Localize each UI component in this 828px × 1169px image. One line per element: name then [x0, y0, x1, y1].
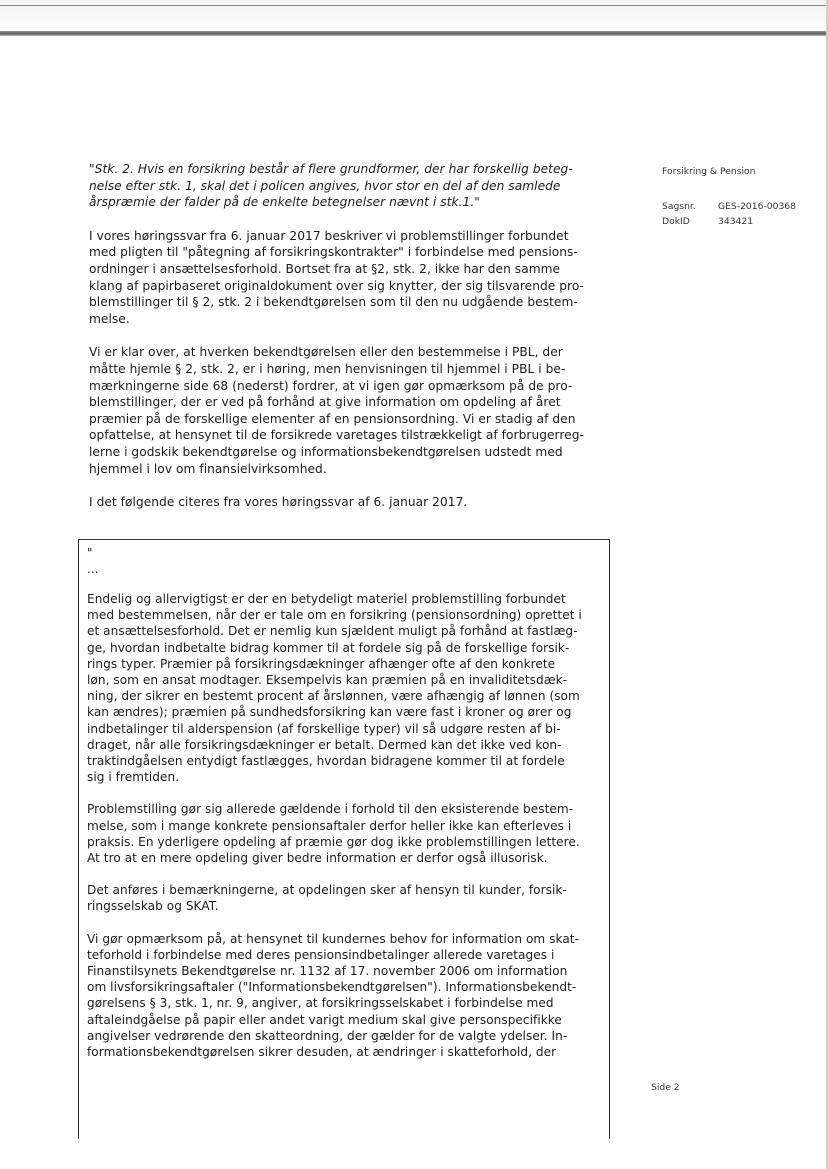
scan-artifact-line	[0, 5, 828, 6]
quote-paragraph: Endelig og allervigtigst er der en betydeligt materiel problemstilling forbundet med bestemmelsen, når der er tale om en forsikring (pensionsordning) oprettet i et ansættelsesforhold. Det er nemlig kun sjældent muligt på forhånd at fastlæg- ge, hvordan indbetalte bidrag kommer til at fordele sig på de forskellige forsik- rings typer. Præmier på forsikringsdækninger afhænger ofte af den konkrete løn, som en ansat modtager. Eksempelvis kan præmien på en invaliditetsdæk- ning, der sikrer en bestemt procent af årslønnen, være afhængig af lønnen (som kan ændres); præmien på sundhedsforsikring kan være fast i kroner og ører og indbetalinger til alderspension (af forskellige typer) vil så udgøre resten af bi- draget, når alle forsikringsdækninger er betalt. Dermed kan det ikke ved kon- traktindgåelsen entydigt fastlægges, hvordan bidragene kommer til at fordele sig i fremtiden.	[87, 592, 582, 785]
meta-value: GES-2016-00368	[718, 201, 796, 212]
quote-paragraph: Problemstilling gør sig allerede gældende i forhold til den eksisterende bestem- melse, som i mange konkrete pensionsaftaler derfor heller ikke kan efterleves i praksis. En yderligere opdeling af præmie gør dog ikke problemstillingen lettere. At tro at en mere opdeling giver bedre information er derfor også illusorisk.	[87, 802, 580, 866]
statute-quote: "Stk. 2. Hvis en forsikring består af flere grundformer, der har forskellig beteg- nelse efter stk. 1, skal det i policen angives, hvor stor en del af den samlede årspræmie der falder på de enkelte betegnelser nævnt i stk.1."	[89, 162, 573, 210]
meta-label: Sagsnr.	[662, 201, 696, 212]
body-paragraph: I vores høringssvar fra 6. januar 2017 beskriver vi problemstillinger forbundet med pligten til "påtegning af forsikringskontrakter" i forbindelse med pensions- ordninger i ansættelsesforhold. Bortset fra at §2, stk. 2, ikke har den samme klang af papirbaseret originaldokument over sig knytter, der sig tilsvarende pro- blemstillinger til § 2, stk. 2 i bekendtgørelsen som til den nu udgående bestem- melse.	[89, 228, 584, 326]
page-number: Side 2	[651, 1082, 680, 1093]
body-paragraph: Vi er klar over, at hverken bekendtgørelsen eller den bestemmelse i PBL, der måtte hjemle § 2, stk. 2, er i høring, men henvisningen til hjemmel i PBL i be- mærkningerne side 68 (nederst) fordrer, at vi igen gør opmærksom på de pro- blemstillinger, der er ved på forhånd at give information om opdeling af året præmier på de forskellige elementer af en pensionsordning. Vi er stadig af den opfattelse, at hensynet til de forsikrede varetages tilstrækkeligt af forbrugerreg- lerne i godskik bekendtgørelse og informationsbekendtgørelsen udstedt med hjemmel i lov om finansielvirksomhed.	[89, 345, 584, 476]
quoted-hearing-response	[87, 545, 603, 1076]
meta-row-docid	[662, 214, 796, 229]
meta-value: 343421	[718, 216, 754, 227]
quote-open-mark: " ...	[87, 546, 99, 576]
quote-paragraph: Det anføres i bemærkningerne, at opdelingen sker af hensyn til kunder, forsik- ringsselskab og SKAT.	[87, 883, 567, 914]
meta-label: DokID	[662, 216, 690, 227]
sidebar-meta	[662, 166, 796, 229]
meta-row-case	[662, 199, 796, 214]
quote-paragraph: Vi gør opmærksom på, at hensynet til kundernes behov for information om skat- teforhold i forbindelse med deres pensionsindbetalinger allerede varetages i Finanstilsynets Bekendtgørelse nr. 1132 af 17. november 2006 om information om livsforsikringsaftaler ("Informationsbekendtgørelsen"). Informationsbekendt- gørelsens § 3, stk. 1, nr. 9, angiver, at forsikringsselskabet i forbindelse med aftaleindgåelse på papir eller andet varigt medium skal give personspecifikke angivelser vedrørende den skatteordning, der gælder for de valgte ydelser. In- formationsbekendtgørelsen sikrer desuden, at ændringer i skatteforhold, der	[87, 931, 580, 1060]
document-body	[89, 161, 607, 528]
organization-name: Forsikring & Pension	[662, 166, 756, 177]
body-paragraph: I det følgende citeres fra vores høringssvar af 6. januar 2017.	[89, 495, 468, 510]
scan-artifact-bar	[0, 31, 828, 36]
